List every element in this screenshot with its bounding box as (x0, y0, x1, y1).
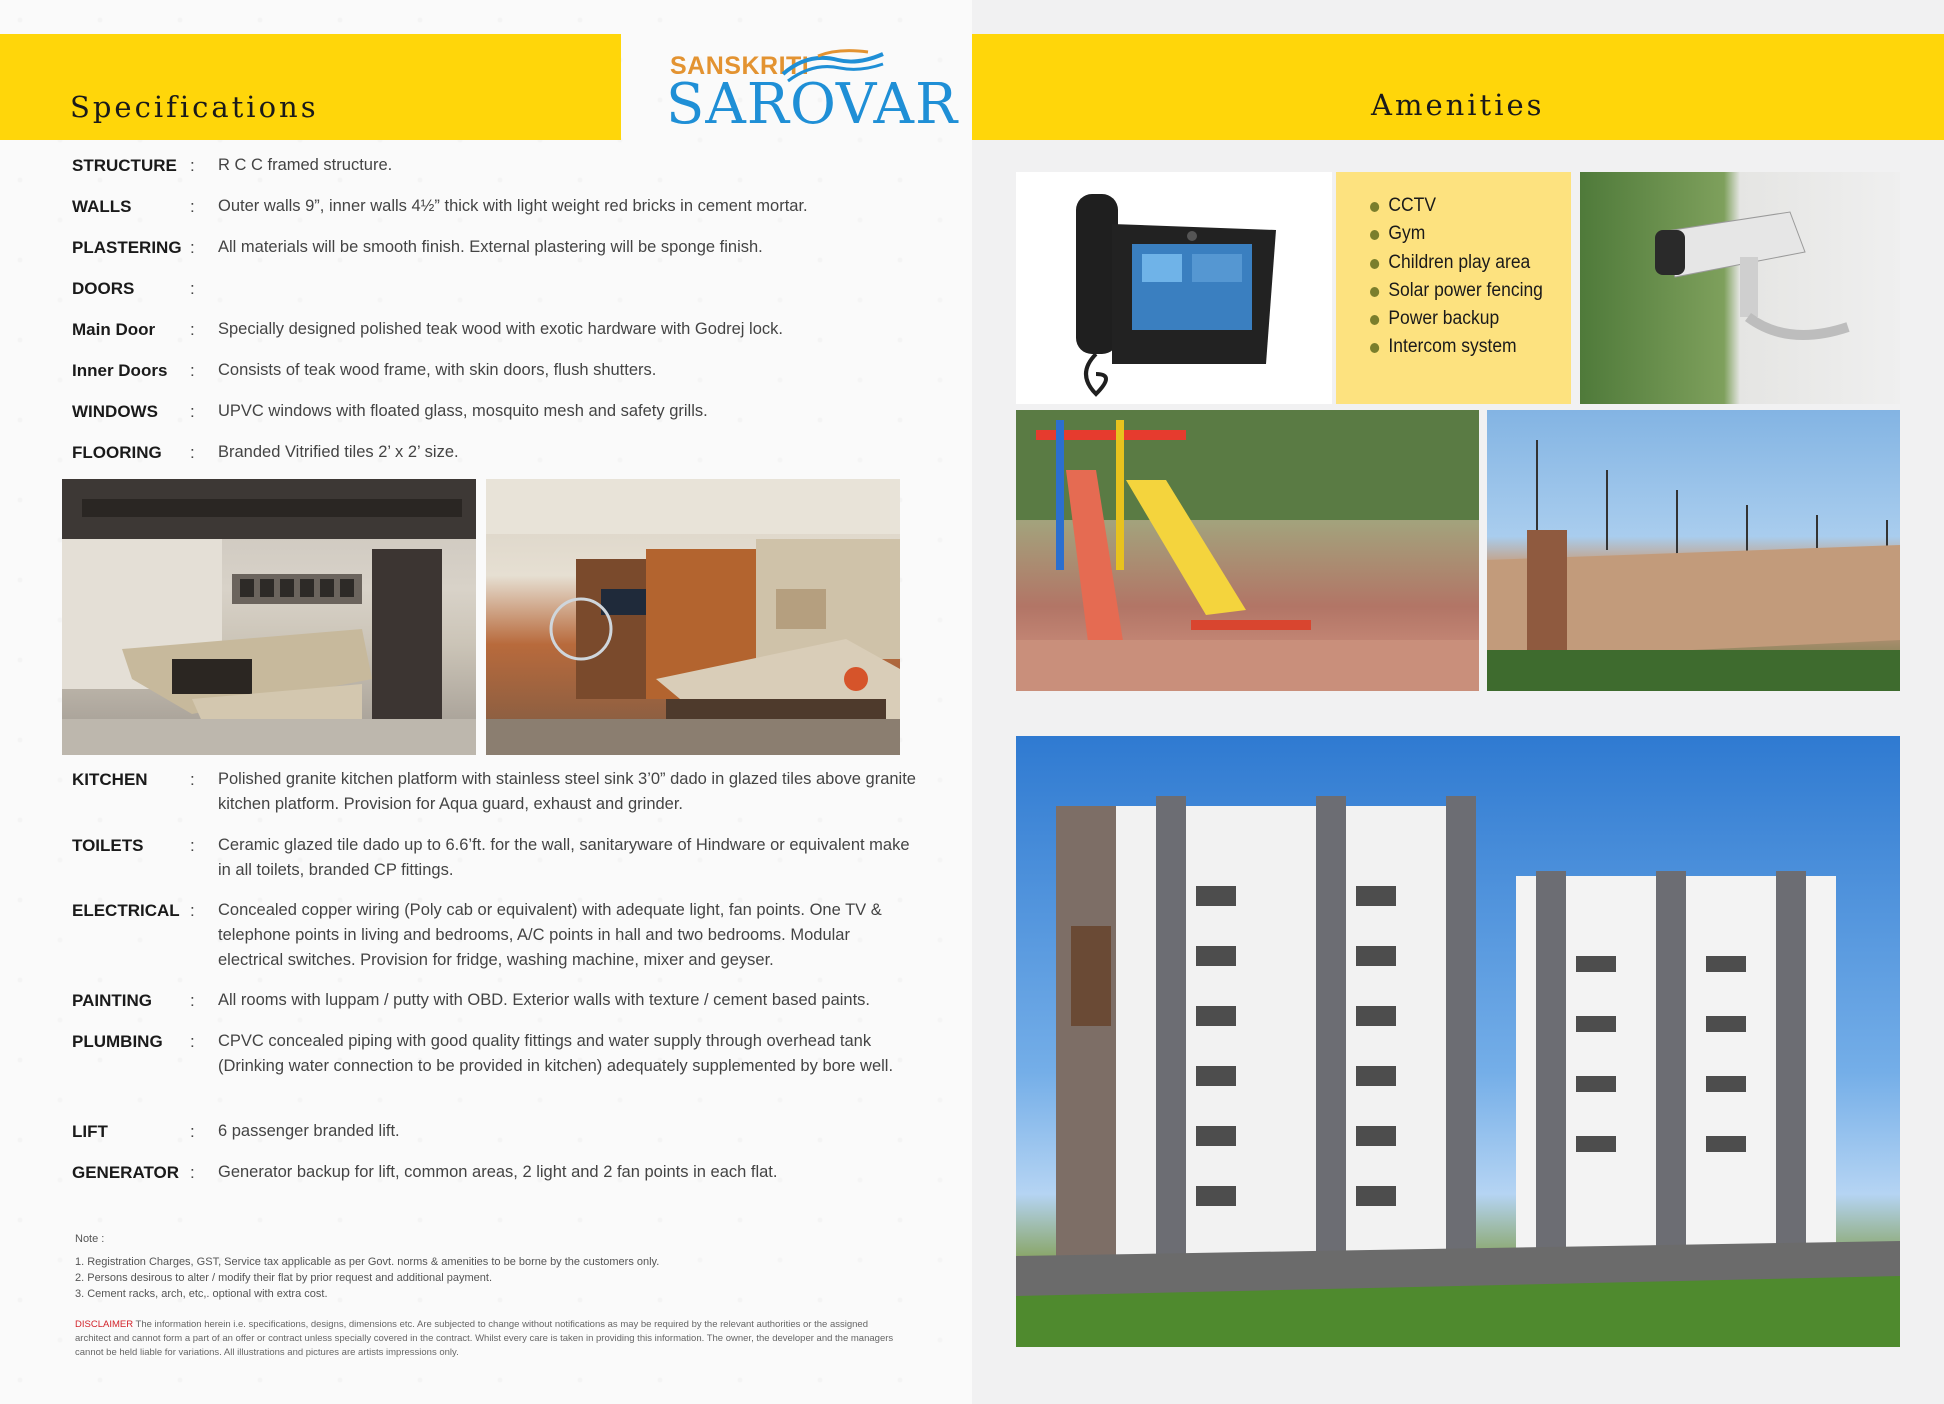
spec-value: Ceramic glazed tile dado up to 6.6’ft. for the wall, sanitaryware of Hindware or equivalent make in all toilets, branded CP fittings. (218, 836, 910, 879)
disclaimer-label: DISCLAIMER (75, 1319, 134, 1330)
note-line: 1. Registration Charges, GST, Service tax applicable as per Govt. norms & amenities to be borne by the customers only. (75, 1256, 660, 1268)
solar-fencing-photo (1487, 410, 1900, 691)
spec-colon: : (190, 443, 195, 462)
amenities-list (1370, 192, 1558, 362)
brand-logo-top: SANSKRITI (670, 52, 810, 80)
amenity-item: Gym (1370, 220, 1543, 248)
note-title: Note : (75, 1233, 105, 1245)
spec-value: Specially designed polished teak wood with exotic hardware with Godrej lock. (218, 320, 783, 338)
spec-label: ELECTRICAL (72, 901, 180, 920)
amenity-item: Power backup (1370, 305, 1543, 333)
living-room-photo (62, 479, 476, 755)
spec-value: R C C framed structure. (218, 156, 393, 174)
amenity-item: Solar power fencing (1370, 277, 1543, 305)
children-play-area-photo (1016, 410, 1479, 691)
spec-colon: : (190, 1163, 195, 1182)
spec-colon: : (190, 238, 195, 257)
spec-value: Outer walls 9”, inner walls 4½” thick with light weight red bricks in cement mortar. (218, 197, 808, 215)
spec-label: GENERATOR (72, 1163, 180, 1182)
spec-colon: : (190, 901, 195, 920)
spec-value: All materials will be smooth finish. External plastering will be sponge finish. (218, 238, 763, 256)
spec-label: PLUMBING (72, 1032, 163, 1051)
specifications-header-band (0, 34, 621, 140)
spec-label: LIFT (72, 1122, 108, 1141)
spec-colon: : (190, 279, 195, 298)
spec-value: 6 passenger branded lift. (218, 1122, 400, 1140)
brand-logo-main: SAROVAR (666, 72, 959, 137)
intercom-phone-photo (1016, 172, 1332, 404)
disclaimer-text: The information herein i.e. specifications, designs, dimensions etc. Are subjected to change without notifications as may be required by the relevant authorities or the assigned architect and cannot form a part of an offer or contract unless specially covered in the contract. Whilst every care is taken in providing this information. The owner, the developer and the managers cannot be held liable for variations. All illustrations and pictures are artists impressions only. (75, 1319, 894, 1358)
spec-label: PLASTERING (72, 238, 182, 257)
spec-colon: : (190, 156, 195, 175)
amenity-item: Children play area (1370, 249, 1543, 277)
spec-label: DOORS (72, 279, 135, 298)
spec-colon: : (190, 320, 195, 339)
amenities-list-box (1336, 172, 1571, 404)
spec-label: WINDOWS (72, 402, 158, 421)
spec-label: STRUCTURE (72, 156, 177, 175)
spec-label: KITCHEN (72, 770, 148, 789)
spec-colon: : (190, 770, 195, 789)
bedroom-photo (486, 479, 900, 755)
brand-logo (660, 46, 959, 137)
spec-value: Consists of teak wood frame, with skin doors, flush shutters. (218, 361, 657, 379)
spec-value: UPVC windows with floated glass, mosquito mesh and safety grills. (218, 402, 708, 420)
spec-value: Generator backup for lift, common areas, 2 light and 2 fan points in each flat. (218, 1163, 778, 1181)
spec-value: Polished granite kitchen platform with stainless steel sink 3’0” dado in glazed tiles above granite kitchen platform. Provision for Aqua guard, exhaust and grinder. (218, 770, 916, 813)
spec-value: CPVC concealed piping with good quality fittings and water supply through overhead tank (Drinking water connection to be provided in kitchen) adequately supplemented by bore well. (218, 1032, 894, 1075)
cctv-camera-photo (1580, 172, 1900, 404)
spec-label: WALLS (72, 197, 132, 216)
spec-value: All rooms with luppam / putty with OBD. Exterior walls with texture / cement based paints. (218, 991, 871, 1009)
spec-label: TOILETS (72, 836, 144, 855)
spec-colon: : (190, 197, 195, 216)
spec-colon: : (190, 1032, 195, 1051)
spec-label: FLOORING (72, 443, 162, 462)
note-line: 2. Persons desirous to alter / modify their flat by prior request and additional payment. (75, 1272, 492, 1284)
spec-colon: : (190, 836, 195, 855)
disclaimer (75, 1318, 905, 1360)
amenities-title: Amenities (1371, 88, 1545, 122)
spec-value: Branded Vitrified tiles 2’ x 2’ size. (218, 443, 459, 461)
spec-label: PAINTING (72, 991, 152, 1010)
specifications-title: Specifications (70, 90, 319, 124)
spec-label: Main Door (72, 320, 156, 339)
amenity-item: Intercom system (1370, 333, 1543, 361)
spec-colon: : (190, 361, 195, 380)
building-elevation-photo (1016, 736, 1900, 1347)
amenity-item: CCTV (1370, 192, 1543, 220)
note-line: 3. Cement racks, arch, etc,. optional with extra cost. (75, 1288, 328, 1300)
spec-label: Inner Doors (72, 361, 168, 380)
amenities-header-band (972, 34, 1944, 140)
spec-value: Concealed copper wiring (Poly cab or equivalent) with adequate light, fan points. One TV & telephone points in living and bedrooms, A/C points in hall and two bedrooms. Modular electrical switches. Provision for fridge, washing machine, mixer and geyser. (218, 901, 882, 969)
spec-colon: : (190, 1122, 195, 1141)
spec-colon: : (190, 402, 195, 421)
spec-colon: : (190, 991, 195, 1010)
